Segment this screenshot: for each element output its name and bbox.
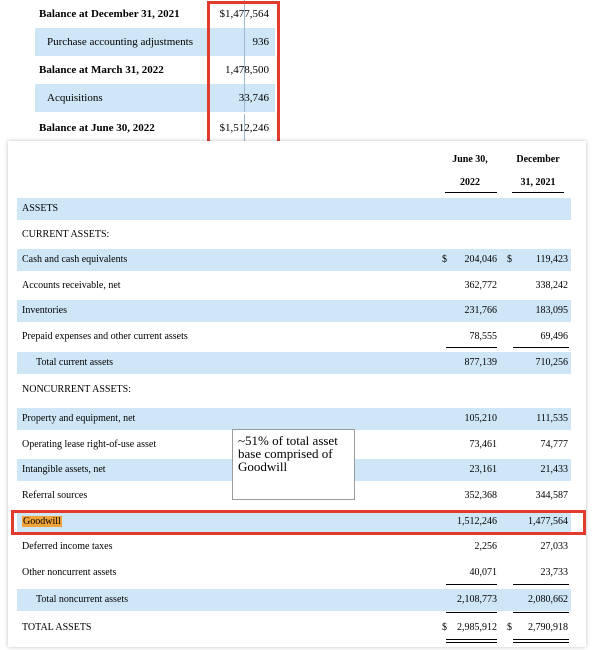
value-dec-2021: 2,790,918 xyxy=(528,622,568,633)
table-row xyxy=(17,352,571,374)
rollforward-value: $1,512,246 xyxy=(219,122,269,134)
row-label: CURRENT ASSETS: xyxy=(22,229,110,240)
column-header-december xyxy=(503,154,573,165)
value-dec-2021: 183,095 xyxy=(535,305,568,316)
row-label: ASSETS xyxy=(22,203,59,214)
column-header-june-year xyxy=(435,177,505,188)
table-row xyxy=(17,562,571,584)
goodwill-highlight-box xyxy=(11,510,586,535)
table-row xyxy=(17,589,571,611)
rollforward-value: 1,478,500 xyxy=(225,64,269,76)
table-row xyxy=(17,275,571,297)
value-dec-2021: 69,496 xyxy=(540,331,568,342)
rollforward-highlight-box xyxy=(207,1,280,144)
value-june-2022: 73,461 xyxy=(469,439,497,450)
row-label: Prepaid expenses and other current assets xyxy=(22,331,188,342)
row-label: Property and equipment, net xyxy=(22,413,136,424)
table-row-total xyxy=(17,617,571,639)
row-label: Accounts receivable, net xyxy=(22,280,121,291)
subtotal-underline xyxy=(513,584,569,585)
callout-line: Goodwill xyxy=(238,459,288,474)
row-label: Inventories xyxy=(22,305,67,316)
callout-line: ~51% of total asset xyxy=(238,433,338,448)
value-dec-2021: 344,587 xyxy=(535,490,568,501)
value-june-2022: 2,256 xyxy=(474,541,497,552)
goodwill-callout-note xyxy=(232,429,355,500)
row-label: Deferred income taxes xyxy=(22,541,113,552)
value-dec-2021: 119,423 xyxy=(535,254,568,265)
dollar-sign: $ xyxy=(442,254,447,265)
row-label: Total noncurrent assets xyxy=(36,594,129,605)
total-double-underline xyxy=(446,639,497,640)
value-june-2022: 40,071 xyxy=(469,567,497,578)
table-row xyxy=(17,198,571,220)
row-label: NONCURRENT ASSETS: xyxy=(22,384,132,395)
header-underline xyxy=(445,192,497,193)
value-june-2022: 352,368 xyxy=(464,490,497,501)
value-dec-2021: 338,242 xyxy=(535,280,568,291)
subtotal-underline xyxy=(446,347,497,348)
row-label: Other noncurrent assets xyxy=(22,567,117,578)
rollforward-value: $1,477,564 xyxy=(219,8,269,20)
value-june-2022: 362,772 xyxy=(464,280,497,291)
dollar-sign: $ xyxy=(442,622,447,633)
value-dec-2021: 27,033 xyxy=(540,541,568,552)
value-dec-2021: 21,433 xyxy=(540,464,568,475)
table-row xyxy=(17,224,571,246)
value-june-2022: 1,512,246 xyxy=(457,516,497,527)
table-row xyxy=(17,326,571,348)
row-label: Total current assets xyxy=(36,357,114,368)
value-june-2022: 877,139 xyxy=(464,357,497,368)
column-header-line: 31, 2021 xyxy=(520,177,556,188)
value-dec-2021: 2,080,662 xyxy=(528,594,568,605)
table-row xyxy=(17,379,571,401)
table-row xyxy=(17,300,571,322)
value-june-2022: 78,555 xyxy=(469,331,497,342)
table-row xyxy=(17,408,571,430)
header-underline xyxy=(512,192,564,193)
rollforward-value: 33,746 xyxy=(238,92,269,104)
row-label: TOTAL ASSETS xyxy=(22,622,92,633)
value-dec-2021: 111,535 xyxy=(536,413,568,424)
value-june-2022: 204,046 xyxy=(464,254,497,265)
row-label: Operating lease right-of-use asset xyxy=(22,439,157,450)
dollar-sign: $ xyxy=(507,622,512,633)
rollforward-label: Balance at March 31, 2022 xyxy=(39,64,164,76)
value-dec-2021: 74,777 xyxy=(540,439,568,450)
total-double-underline xyxy=(446,642,497,643)
rollforward-value: 936 xyxy=(252,36,269,48)
rollforward-label: Acquisitions xyxy=(47,92,103,104)
value-dec-2021: 1,477,564 xyxy=(528,516,568,527)
total-double-underline xyxy=(513,642,569,643)
column-header-december-year xyxy=(503,177,573,188)
value-june-2022: 2,108,773 xyxy=(457,594,497,605)
column-header-june xyxy=(435,154,505,165)
column-header-line: June 30, xyxy=(452,154,488,165)
row-label: Intangible assets, net xyxy=(22,464,106,475)
value-june-2022: 105,210 xyxy=(464,413,497,424)
goodwill-label-highlight: Goodwill xyxy=(23,516,61,527)
total-double-underline xyxy=(513,639,569,640)
value-june-2022: 231,766 xyxy=(464,305,497,316)
subtotal-underline xyxy=(446,584,497,585)
rollforward-label: Balance at June 30, 2022 xyxy=(39,122,155,134)
subtotal-underline xyxy=(513,612,569,613)
callout-line: base comprised of xyxy=(238,446,333,461)
table-row xyxy=(17,249,571,271)
subtotal-underline xyxy=(446,612,497,613)
rollforward-label: Purchase accounting adjustments xyxy=(47,36,194,48)
row-label: Referral sources xyxy=(22,490,88,501)
value-dec-2021: 710,256 xyxy=(535,357,568,368)
column-header-line: 2022 xyxy=(460,177,480,188)
rollforward-label: Balance at December 31, 2021 xyxy=(39,8,180,20)
value-dec-2021: 23,733 xyxy=(540,567,568,578)
value-june-2022: 2,985,912 xyxy=(457,622,497,633)
row-label: Cash and cash equivalents xyxy=(22,254,128,265)
table-row xyxy=(17,536,571,558)
dollar-sign: $ xyxy=(507,254,512,265)
subtotal-underline xyxy=(513,347,569,348)
value-june-2022: 23,161 xyxy=(469,464,497,475)
column-header-line: December xyxy=(516,154,560,165)
